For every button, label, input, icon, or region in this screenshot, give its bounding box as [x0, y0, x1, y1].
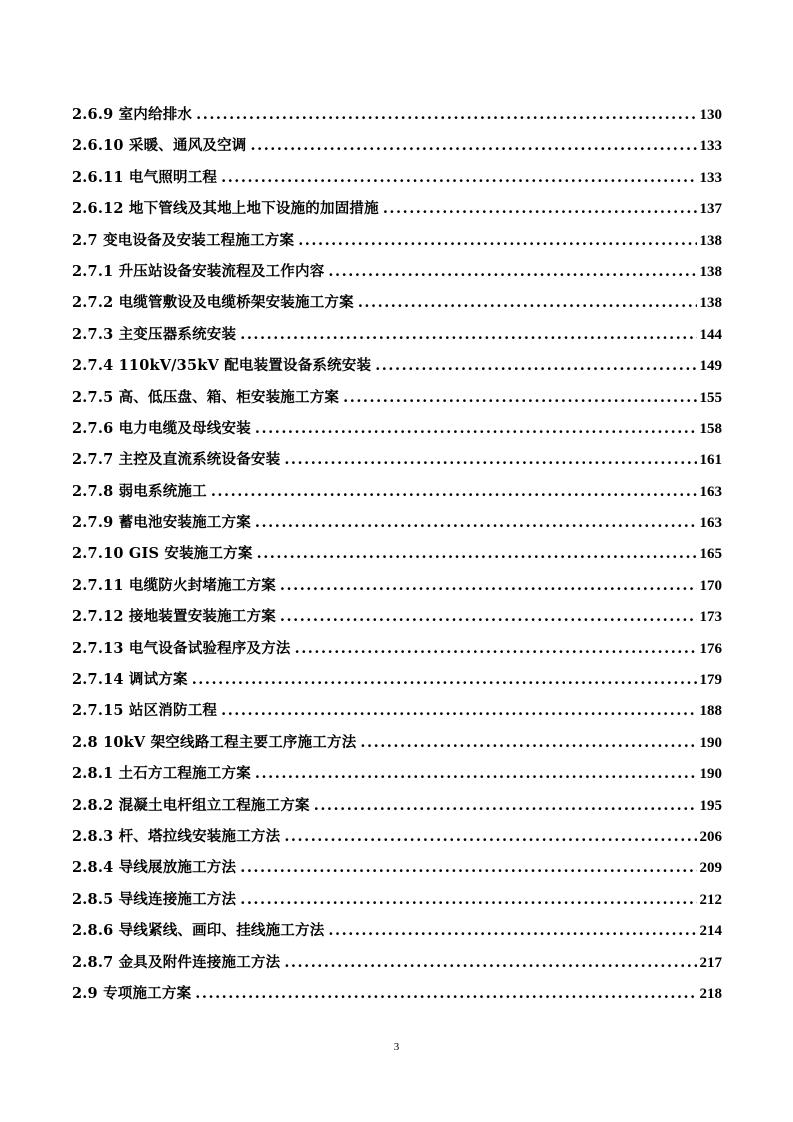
toc-entry-title: 2.7.4 110kV/35kV 配电装置设备系统安装: [72, 357, 372, 375]
toc-entry-page: 133: [699, 138, 722, 155]
toc-leader-dots: [280, 601, 697, 632]
toc-leader-dots: [295, 633, 697, 664]
toc-entry-page: 209: [699, 860, 722, 877]
toc-entry-page: 130: [699, 107, 722, 123]
toc-entry-page: 179: [699, 672, 722, 689]
toc-entry[interactable]: [72, 256, 722, 287]
toc-entry[interactable]: [72, 538, 722, 569]
toc-entry-title: 2.7.15 站区消防工程: [72, 702, 218, 720]
toc-entry-title: 2.8.4 导线展放施工方法: [72, 859, 237, 877]
toc-leader-dots: [284, 444, 696, 475]
toc-entry-title: 2.8.1 土石方工程施工方案: [72, 765, 251, 783]
toc-entry[interactable]: [72, 570, 722, 601]
toc-leader-dots: [211, 476, 697, 507]
toc-entry[interactable]: [72, 476, 722, 507]
toc-leader-dots: [314, 790, 697, 821]
toc-entry-page: 176: [699, 640, 722, 657]
toc-entry[interactable]: [72, 444, 722, 475]
toc-entry-title: 2.9 专项施工方案: [72, 984, 192, 1002]
toc-entry-title: 2.6.11 电气照明工程: [72, 168, 218, 186]
toc-entry-title: 2.7.12 接地装置安装施工方案: [72, 608, 276, 626]
toc-entry-page: 133: [699, 169, 722, 186]
toc-entry[interactable]: [72, 193, 722, 224]
toc-entry-page: 206: [699, 828, 722, 845]
toc-entry-title: 2.7.2 电缆管敷设及电缆桥架安装施工方案: [72, 294, 354, 312]
toc-entry-title: 2.7.8 弱电系统施工: [72, 482, 207, 500]
toc-entry-title: 2.7.10 GIS 安装施工方案: [72, 545, 253, 563]
toc-leader-dots: [255, 758, 697, 789]
page-number: 3: [393, 1041, 400, 1053]
toc-entry-page: 158: [699, 420, 722, 437]
toc-entry-page: 138: [699, 263, 722, 280]
toc-entry-title: 2.7.14 调试方案: [72, 671, 188, 689]
toc-leader-dots: [240, 852, 696, 883]
toc-entry[interactable]: [72, 99, 722, 130]
toc-entry[interactable]: [72, 225, 722, 256]
toc-leader-dots: [240, 319, 696, 350]
toc-entry-page: 190: [699, 734, 722, 751]
toc-leader-dots: [284, 821, 696, 852]
toc-leader-dots: [358, 287, 697, 318]
toc-entry-title: 2.8.7 金具及附件连接施工方法: [72, 953, 281, 971]
toc-entry[interactable]: [72, 947, 722, 978]
toc-entry[interactable]: [72, 382, 722, 413]
toc-entry-page: 155: [699, 389, 722, 406]
toc-entry-title: 2.8.5 导线连接施工方法: [72, 890, 237, 908]
toc-entry-title: 2.8.6 导线紧线、画印、挂线施工方法: [72, 922, 325, 940]
toc-leader-dots: [221, 695, 696, 726]
toc-leader-dots: [284, 947, 696, 978]
toc-entry[interactable]: [72, 413, 722, 444]
toc-entry-page: 163: [699, 515, 722, 532]
toc-entry-page: 170: [699, 577, 722, 594]
toc-entry-page: 138: [699, 232, 722, 249]
toc-entry[interactable]: [72, 915, 722, 946]
toc-entry-title: 2.7.9 蓄电池安装施工方案: [72, 514, 251, 532]
toc-entry[interactable]: [72, 633, 722, 664]
toc-entry[interactable]: [72, 350, 722, 381]
toc-entry-page: 188: [699, 703, 722, 720]
toc-leader-dots: [196, 99, 696, 130]
table-of-contents: [72, 99, 722, 1009]
toc-entry-page: 149: [699, 358, 722, 375]
toc-entry[interactable]: [72, 601, 722, 632]
toc-leader-dots: [280, 570, 697, 601]
toc-entry[interactable]: [72, 130, 722, 161]
toc-entry[interactable]: [72, 790, 722, 821]
toc-entry-title: 2.6.9 室内给排水: [72, 106, 193, 123]
toc-leader-dots: [251, 130, 697, 161]
toc-entry[interactable]: [72, 664, 722, 695]
toc-entry-title: 2.7.1 升压站设备安装流程及工作内容: [72, 262, 325, 280]
toc-entry-page: 161: [699, 452, 722, 469]
toc-leader-dots: [255, 507, 697, 538]
toc-entry-title: 2.7 变电设备及安装工程施工方案: [72, 231, 295, 249]
toc-entry-page: 165: [699, 546, 722, 563]
toc-entry[interactable]: [72, 758, 722, 789]
toc-entry-page: 190: [699, 766, 722, 783]
toc-entry-title: 2.7.13 电气设备试验程序及方法: [72, 639, 291, 657]
toc-entry-page: 138: [699, 295, 722, 312]
toc-leader-dots: [257, 538, 697, 569]
toc-entry-title: 2.6.12 地下管线及其地上地下设施的加固措施: [72, 200, 379, 218]
toc-leader-dots: [328, 915, 696, 946]
toc-entry-page: 214: [699, 923, 722, 940]
toc-entry[interactable]: [72, 821, 722, 852]
toc-entry-page: 218: [699, 985, 722, 1002]
toc-leader-dots: [240, 884, 696, 915]
toc-entry-title: 2.7.5 高、低压盘、箱、柜安装施工方案: [72, 388, 340, 406]
toc-leader-dots: [192, 664, 697, 695]
toc-entry[interactable]: [72, 319, 722, 350]
toc-leader-dots: [383, 193, 697, 224]
toc-entry-page: 212: [699, 891, 722, 908]
toc-entry-page: 144: [699, 326, 722, 343]
toc-entry[interactable]: [72, 287, 722, 318]
toc-entry-title: 2.7.7 主控及直流系统设备安装: [72, 451, 281, 469]
toc-entry-page: 137: [699, 201, 722, 218]
toc-entry[interactable]: [72, 695, 722, 726]
toc-leader-dots: [298, 225, 696, 256]
toc-leader-dots: [255, 413, 697, 444]
toc-entry[interactable]: [72, 884, 722, 915]
toc-entry-title: 2.8.3 杆、塔拉线安装施工方法: [72, 827, 281, 845]
toc-entry[interactable]: [72, 507, 722, 538]
toc-entry-title: 2.7.11 电缆防火封堵施工方案: [72, 576, 276, 594]
toc-entry[interactable]: [72, 978, 722, 1009]
toc-leader-dots: [328, 256, 696, 287]
toc-entry-title: 2.6.10 采暖、通风及空调: [72, 137, 247, 155]
toc-entry-page: 173: [699, 609, 722, 626]
toc-entry-title: 2.7.3 主变压器系统安装: [72, 325, 237, 343]
toc-entry-title: 2.8 10kV 架空线路工程主要工序施工方法: [72, 733, 357, 751]
toc-entry[interactable]: [72, 727, 722, 758]
toc-leader-dots: [221, 162, 696, 193]
toc-entry-title: 2.7.6 电力电缆及母线安装: [72, 419, 251, 437]
toc-entry[interactable]: [72, 162, 722, 193]
toc-entry-title: 2.8.2 混凝土电杆组立工程施工方案: [72, 796, 310, 814]
toc-leader-dots: [343, 382, 696, 413]
toc-leader-dots: [195, 978, 696, 1009]
toc-entry-page: 195: [699, 797, 722, 814]
toc-leader-dots: [360, 727, 696, 758]
toc-entry[interactable]: [72, 852, 722, 883]
toc-leader-dots: [375, 350, 696, 381]
toc-entry-page: 163: [699, 483, 722, 500]
toc-entry-page: 217: [699, 954, 722, 971]
